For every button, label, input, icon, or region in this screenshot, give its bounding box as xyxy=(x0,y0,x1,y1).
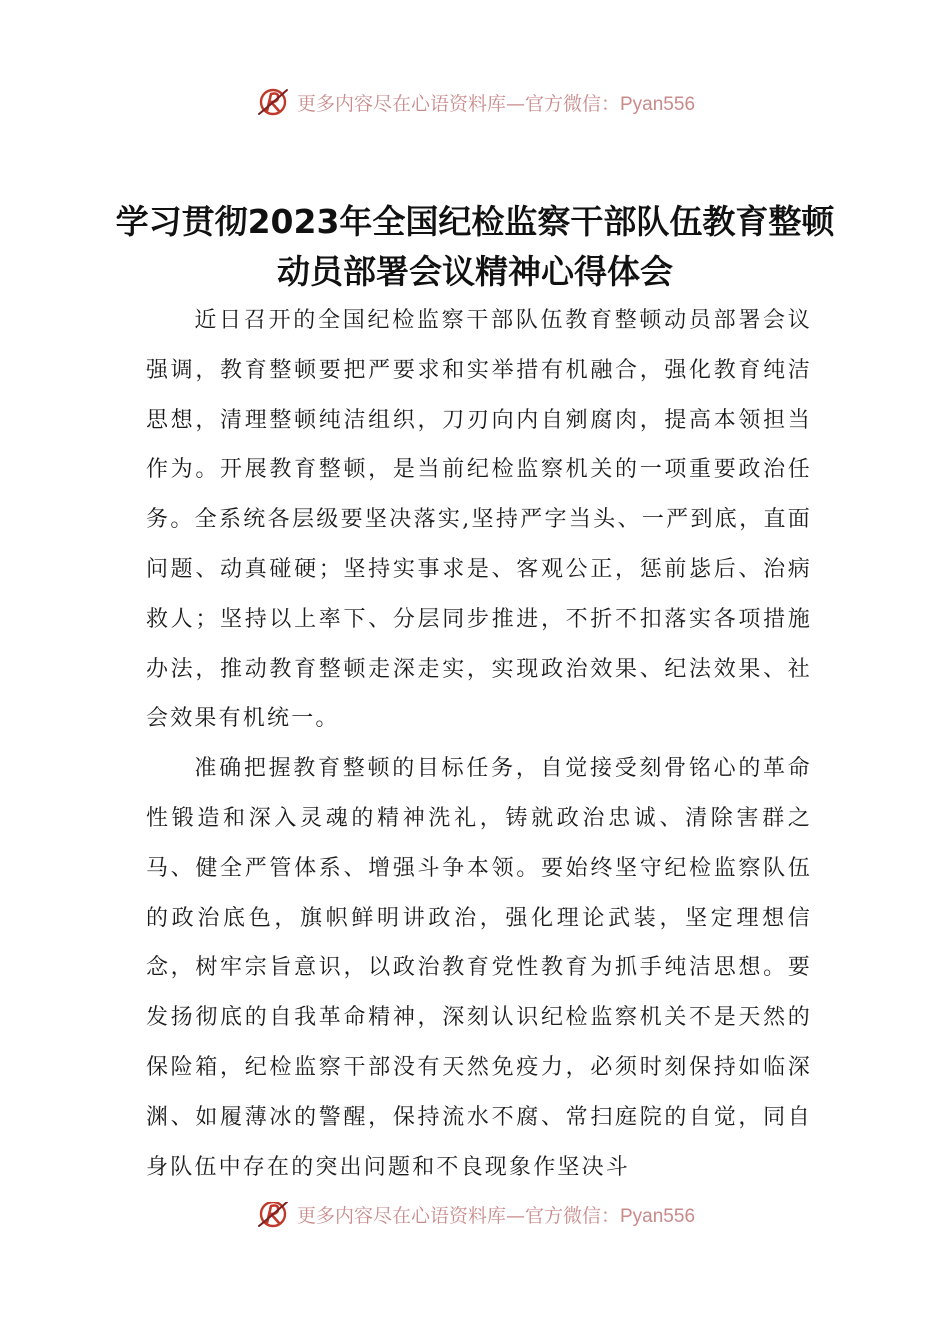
body-paragraph: 准确把握教育整顿的目标任务，自觉接受刻骨铭心的革命性锻造和深入灵魂的精神洗礼，铸就政治忠诚、清除害群之马、健全严管体系、增强斗争本领。要始终坚守纪检监察队伍的政治底色，旗帜鲜明讲政治，强化理论武装，坚定理想信念，树牢宗旨意识，以政治教育党性教育为抓手纯洁思想。要发扬彻底的自我革命精神，深刻认识纪检监察机关不是天然的保险箱，纪检监察干部没有天然免疫力，必须时刻保持如临深渊、如履薄冰的警醒，保持流水不腐、常扫庭院的自觉，同自身队伍中存在的突出问题和不良现象作坚决斗 xyxy=(146,756,812,1180)
body-paragraph: 近日召开的全国纪检监察干部队伍教育整顿动员部署会议强调，教育整顿要把严要求和实举措有机融合，强化教育纯洁思想，清理整顿纯洁组织，刀刃向内自剜腐肉，提高本领担当作为。开展教育整顿，是当前纪检监察机关的一项重要政治任务。全系统各层级要坚决落实,坚持严字当头、一严到底，直面问题、动真碰硬；坚持实事求是、客观公正，惩前毖后、治病救人；坚持以上率下、分层同步推进，不折不扣落实各项措施办法，推动教育整顿走深走实，实现政治效果、纪法效果、社会效果有机统一。 xyxy=(146,308,812,732)
wechat-id: Pyan556 xyxy=(620,1205,696,1227)
document-title: 学习贯彻2023年全国纪检监察干部队伍教育整顿动员部署会议精神心得体会 xyxy=(115,202,835,291)
header-watermark-banner xyxy=(0,82,950,122)
brand-logo-icon xyxy=(255,84,291,120)
document-body xyxy=(146,296,812,1192)
wechat-id: Pyan556 xyxy=(620,93,696,115)
footer-banner-text: 更多内容尽在心语资料库—官方微信：Pyan556 xyxy=(296,1204,696,1227)
header-banner-text: 更多内容尽在心语资料库—官方微信：Pyan556 xyxy=(296,92,696,115)
brand-logo-icon xyxy=(255,1202,291,1232)
footer-watermark-banner xyxy=(0,1202,950,1238)
